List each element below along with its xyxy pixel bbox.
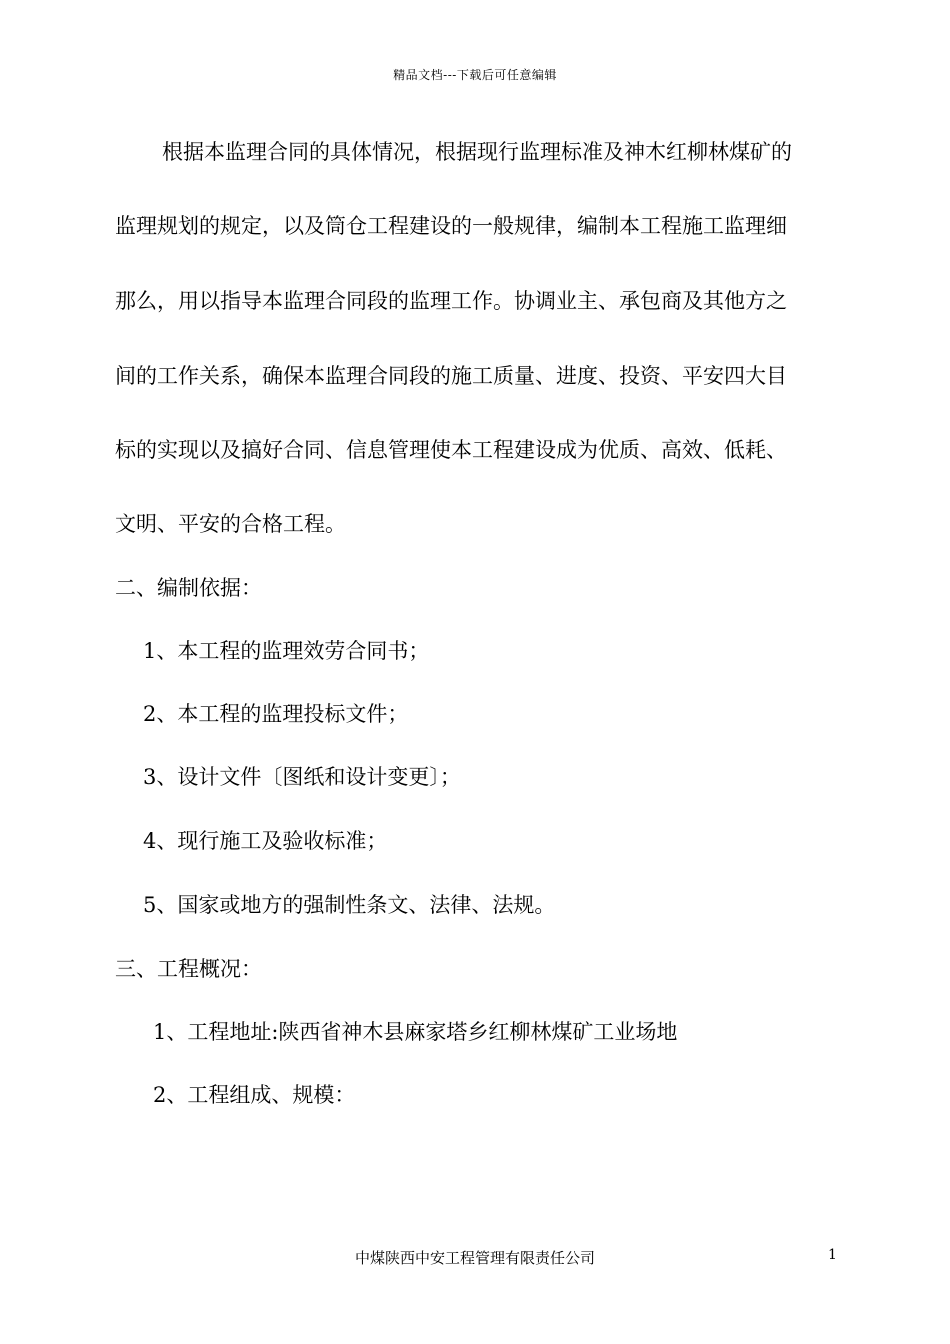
list-item: 4、现行施工及验收标准； — [143, 829, 388, 853]
section-heading-overview: 三、工程概况： — [115, 957, 262, 981]
list-item: 5、国家或地方的强制性条文、法律、法规。 — [143, 893, 556, 917]
list-item: 1、本工程的监理效劳合同书； — [143, 639, 430, 663]
paragraph-line: 那么，用以指导本监理合同段的监理工作。协调业主、承包商及其他方之 — [115, 289, 787, 313]
section-heading-basis: 二、编制依据： — [115, 576, 262, 600]
list-item: 2、工程组成、规模： — [153, 1083, 356, 1107]
paragraph-line: 监理规划的规定，以及筒仓工程建设的一般规律，编制本工程施工监理细 — [115, 214, 787, 238]
paragraph-line: 间的工作关系，确保本监理合同段的施工质量、进度、投资、平安四大目 — [115, 364, 787, 388]
list-item: 2、本工程的监理投标文件； — [143, 702, 409, 726]
header-note: 精品文档---下载后可任意编辑 — [393, 68, 557, 82]
footer-company: 中煤陕西中安工程管理有限责任公司 — [354, 1249, 595, 1267]
paragraph-line: 标的实现以及搞好合同、信息管理使本工程建设成为优质、高效、低耗、 — [115, 438, 787, 462]
paragraph-line: 文明、平安的合格工程。 — [115, 512, 346, 536]
paragraph-line: 根据本监理合同的具体情况，根据现行监理标准及神木红柳林煤矿的 — [162, 140, 792, 164]
list-item: 3、设计文件〔图纸和设计变更〕； — [143, 765, 461, 789]
list-item: 1、工程地址:陕西省神木县麻家塔乡红柳林煤矿工业场地 — [153, 1020, 678, 1044]
page-number: 1 — [828, 1247, 837, 1263]
